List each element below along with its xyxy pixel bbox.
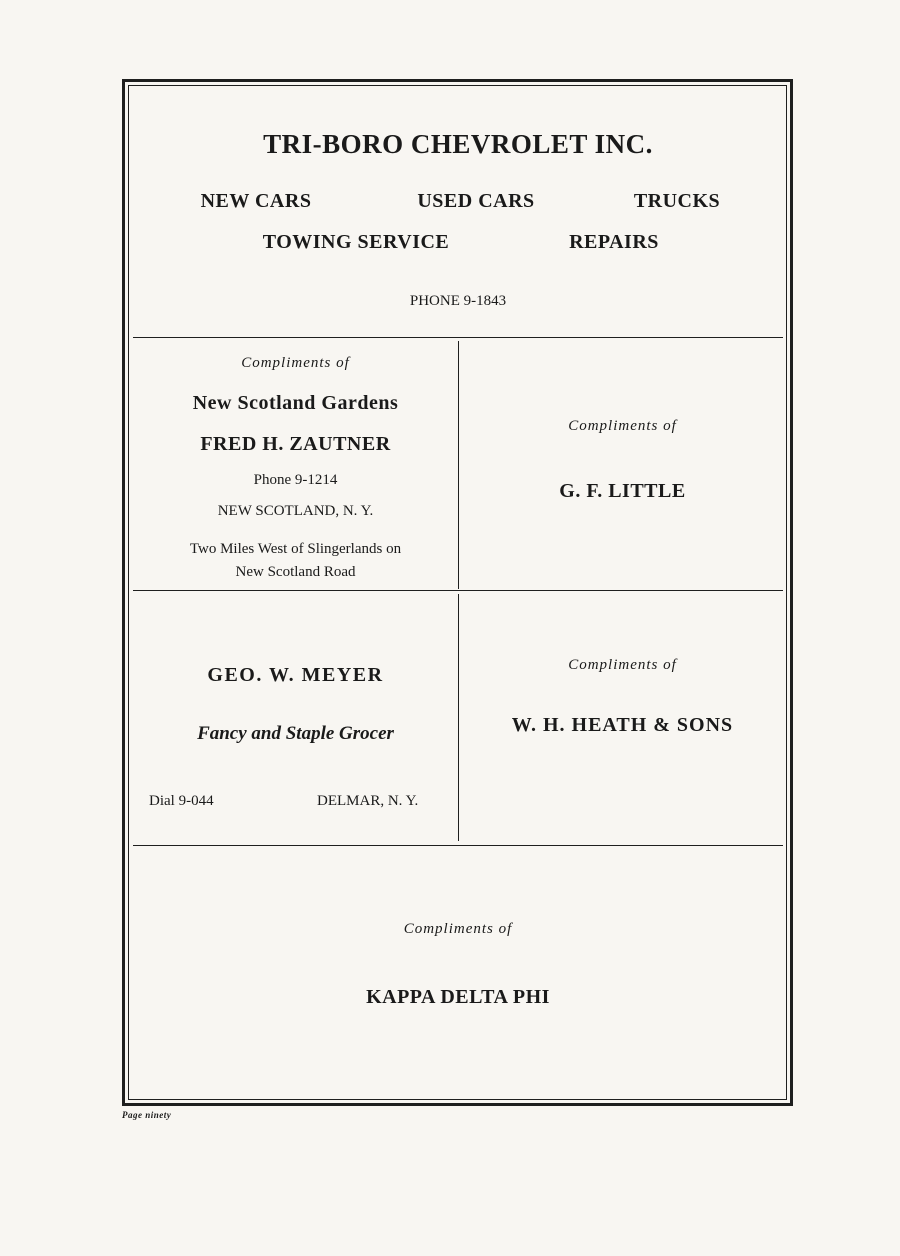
- service-trucks: TRUCKS: [633, 190, 721, 212]
- business-town: NEW SCOTLAND, N. Y.: [217, 503, 374, 519]
- compliments-label: Compliments of: [568, 418, 677, 434]
- service-used-cars: USED CARS: [417, 190, 535, 212]
- business-name: KAPPA DELTA PHI: [366, 986, 550, 1008]
- service-repairs: REPAIRS: [569, 231, 659, 253]
- compliments-label: Compliments of: [403, 921, 513, 937]
- service-new-cars: NEW CARS: [200, 190, 312, 212]
- owner-name: FRED H. ZAUTNER: [200, 433, 391, 455]
- tri-boro-name: TRI-BORO CHEVROLET INC.: [263, 129, 653, 159]
- business-phone: Phone 9-1214: [253, 472, 338, 488]
- compliments-label: Compliments of: [241, 355, 350, 371]
- column-divider-lower: [458, 594, 459, 841]
- service-towing: TOWING SERVICE: [262, 231, 450, 253]
- business-trade: Fancy and Staple Grocer: [197, 723, 394, 744]
- tri-boro-phone: PHONE 9-1843: [409, 293, 507, 309]
- page-number: Page ninety: [122, 1110, 172, 1120]
- business-name: GEO. W. MEYER: [207, 664, 384, 686]
- compliments-label: Compliments of: [568, 657, 677, 673]
- directions-line-2: New Scotland Road: [235, 564, 356, 580]
- business-name: G. F. LITTLE: [559, 480, 686, 502]
- divider-after-tri-boro: [133, 337, 783, 338]
- divider-before-kappa: [133, 845, 783, 846]
- divider-middle: [133, 590, 783, 591]
- directions-line-1: Two Miles West of Slingerlands on: [189, 541, 402, 557]
- business-dial: Dial 9-044: [149, 793, 214, 809]
- business-name: W. H. HEATH & SONS: [511, 714, 734, 736]
- business-name: New Scotland Gardens: [192, 392, 399, 414]
- column-divider-upper: [458, 341, 459, 589]
- business-town: DELMAR, N. Y.: [317, 793, 419, 809]
